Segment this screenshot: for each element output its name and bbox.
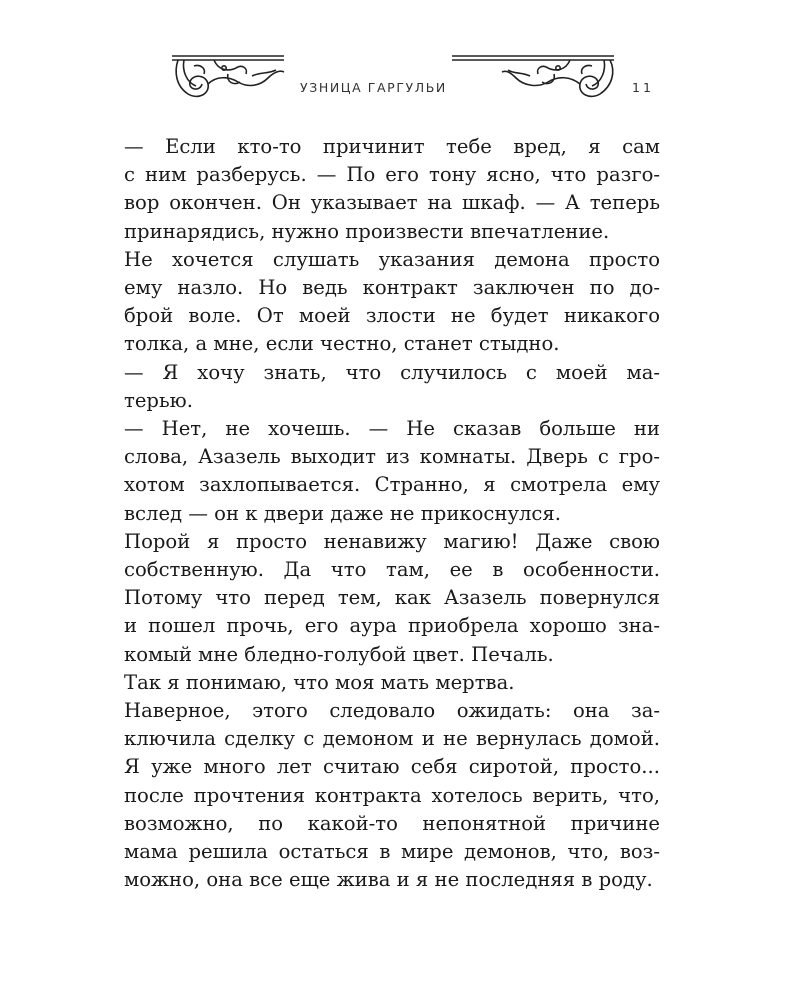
text-line: Так я понимаю, что моя мать мертва. (124, 670, 515, 694)
text-line: Я уже много лет считаю себя сиротой, просто... (124, 755, 660, 779)
text-line: ему назло. Но ведь контракт заключен по до- (124, 276, 660, 300)
text-line: возможно, по какой-то непонятной причине (124, 811, 660, 835)
text-line: вслед — он к двери даже не прикоснулся. (124, 501, 561, 525)
text-line: с ним разберусь. — По его тону ясно, что разго- (124, 163, 660, 187)
text-line: вор окончен. Он указывает на шкаф. — А теперь (124, 191, 660, 215)
paragraph (100, 697, 660, 894)
body-text (100, 133, 660, 894)
text-line: принарядись, нужно произвести впечатление. (124, 219, 610, 243)
paragraph (100, 669, 660, 697)
text-line: — Если кто-то причинит тебе вред, я сам (124, 135, 660, 158)
text-line: после прочтения контракта хотелось верить, что, (124, 783, 660, 807)
paragraph (100, 415, 660, 528)
text-line: и пошел прочь, его аура приобрела хорошо зна- (124, 614, 660, 638)
text-line: — Я хочу знать, что случилось с моей ма- (124, 360, 660, 384)
text-line: Не хочется слушать указания демона просто (124, 247, 660, 271)
paragraph (100, 359, 660, 415)
text-line: можно, она все еще жива и я не последняя в роду. (124, 868, 653, 892)
text-line: брой воле. От моей злости не будет никакого (124, 304, 660, 328)
text-line: ключила сделку с демоном и не вернулась домой. (124, 727, 660, 751)
text-line: толка, а мне, если честно, станет стыдно. (124, 332, 560, 356)
paragraph (100, 133, 660, 246)
celtic-knot-ornament-icon (168, 46, 288, 102)
text-line: слова, Азазель выходит из комнаты. Дверь с гро- (124, 445, 660, 469)
page-header (0, 0, 800, 130)
text-line: комый мне бледно-голубой цвет. Печаль. (124, 642, 554, 666)
text-line: собственную. Да что там, ее в особенности. (124, 558, 660, 582)
text-line: терью. (124, 388, 193, 412)
page-number: 11 (632, 80, 654, 95)
text-line: Порой я просто ненавижу магию! Даже свою (124, 529, 660, 553)
running-title: УЗНИЦА ГАРГУЛЬИ (300, 80, 447, 95)
text-line: Потому что перед тем, как Азазель повернулся (124, 586, 660, 610)
text-line: — Нет, не хочешь. — Не сказав больше ни (124, 417, 660, 441)
text-line: Наверное, этого следовало ожидать: она за- (124, 699, 660, 723)
text-line: хотом захлопывается. Странно, я смотрела ему (124, 473, 660, 497)
celtic-knot-ornament-icon (450, 46, 620, 102)
text-line: мама решила остаться в мире демонов, что, воз- (124, 840, 660, 864)
paragraph (100, 528, 660, 669)
paragraph (100, 246, 660, 359)
